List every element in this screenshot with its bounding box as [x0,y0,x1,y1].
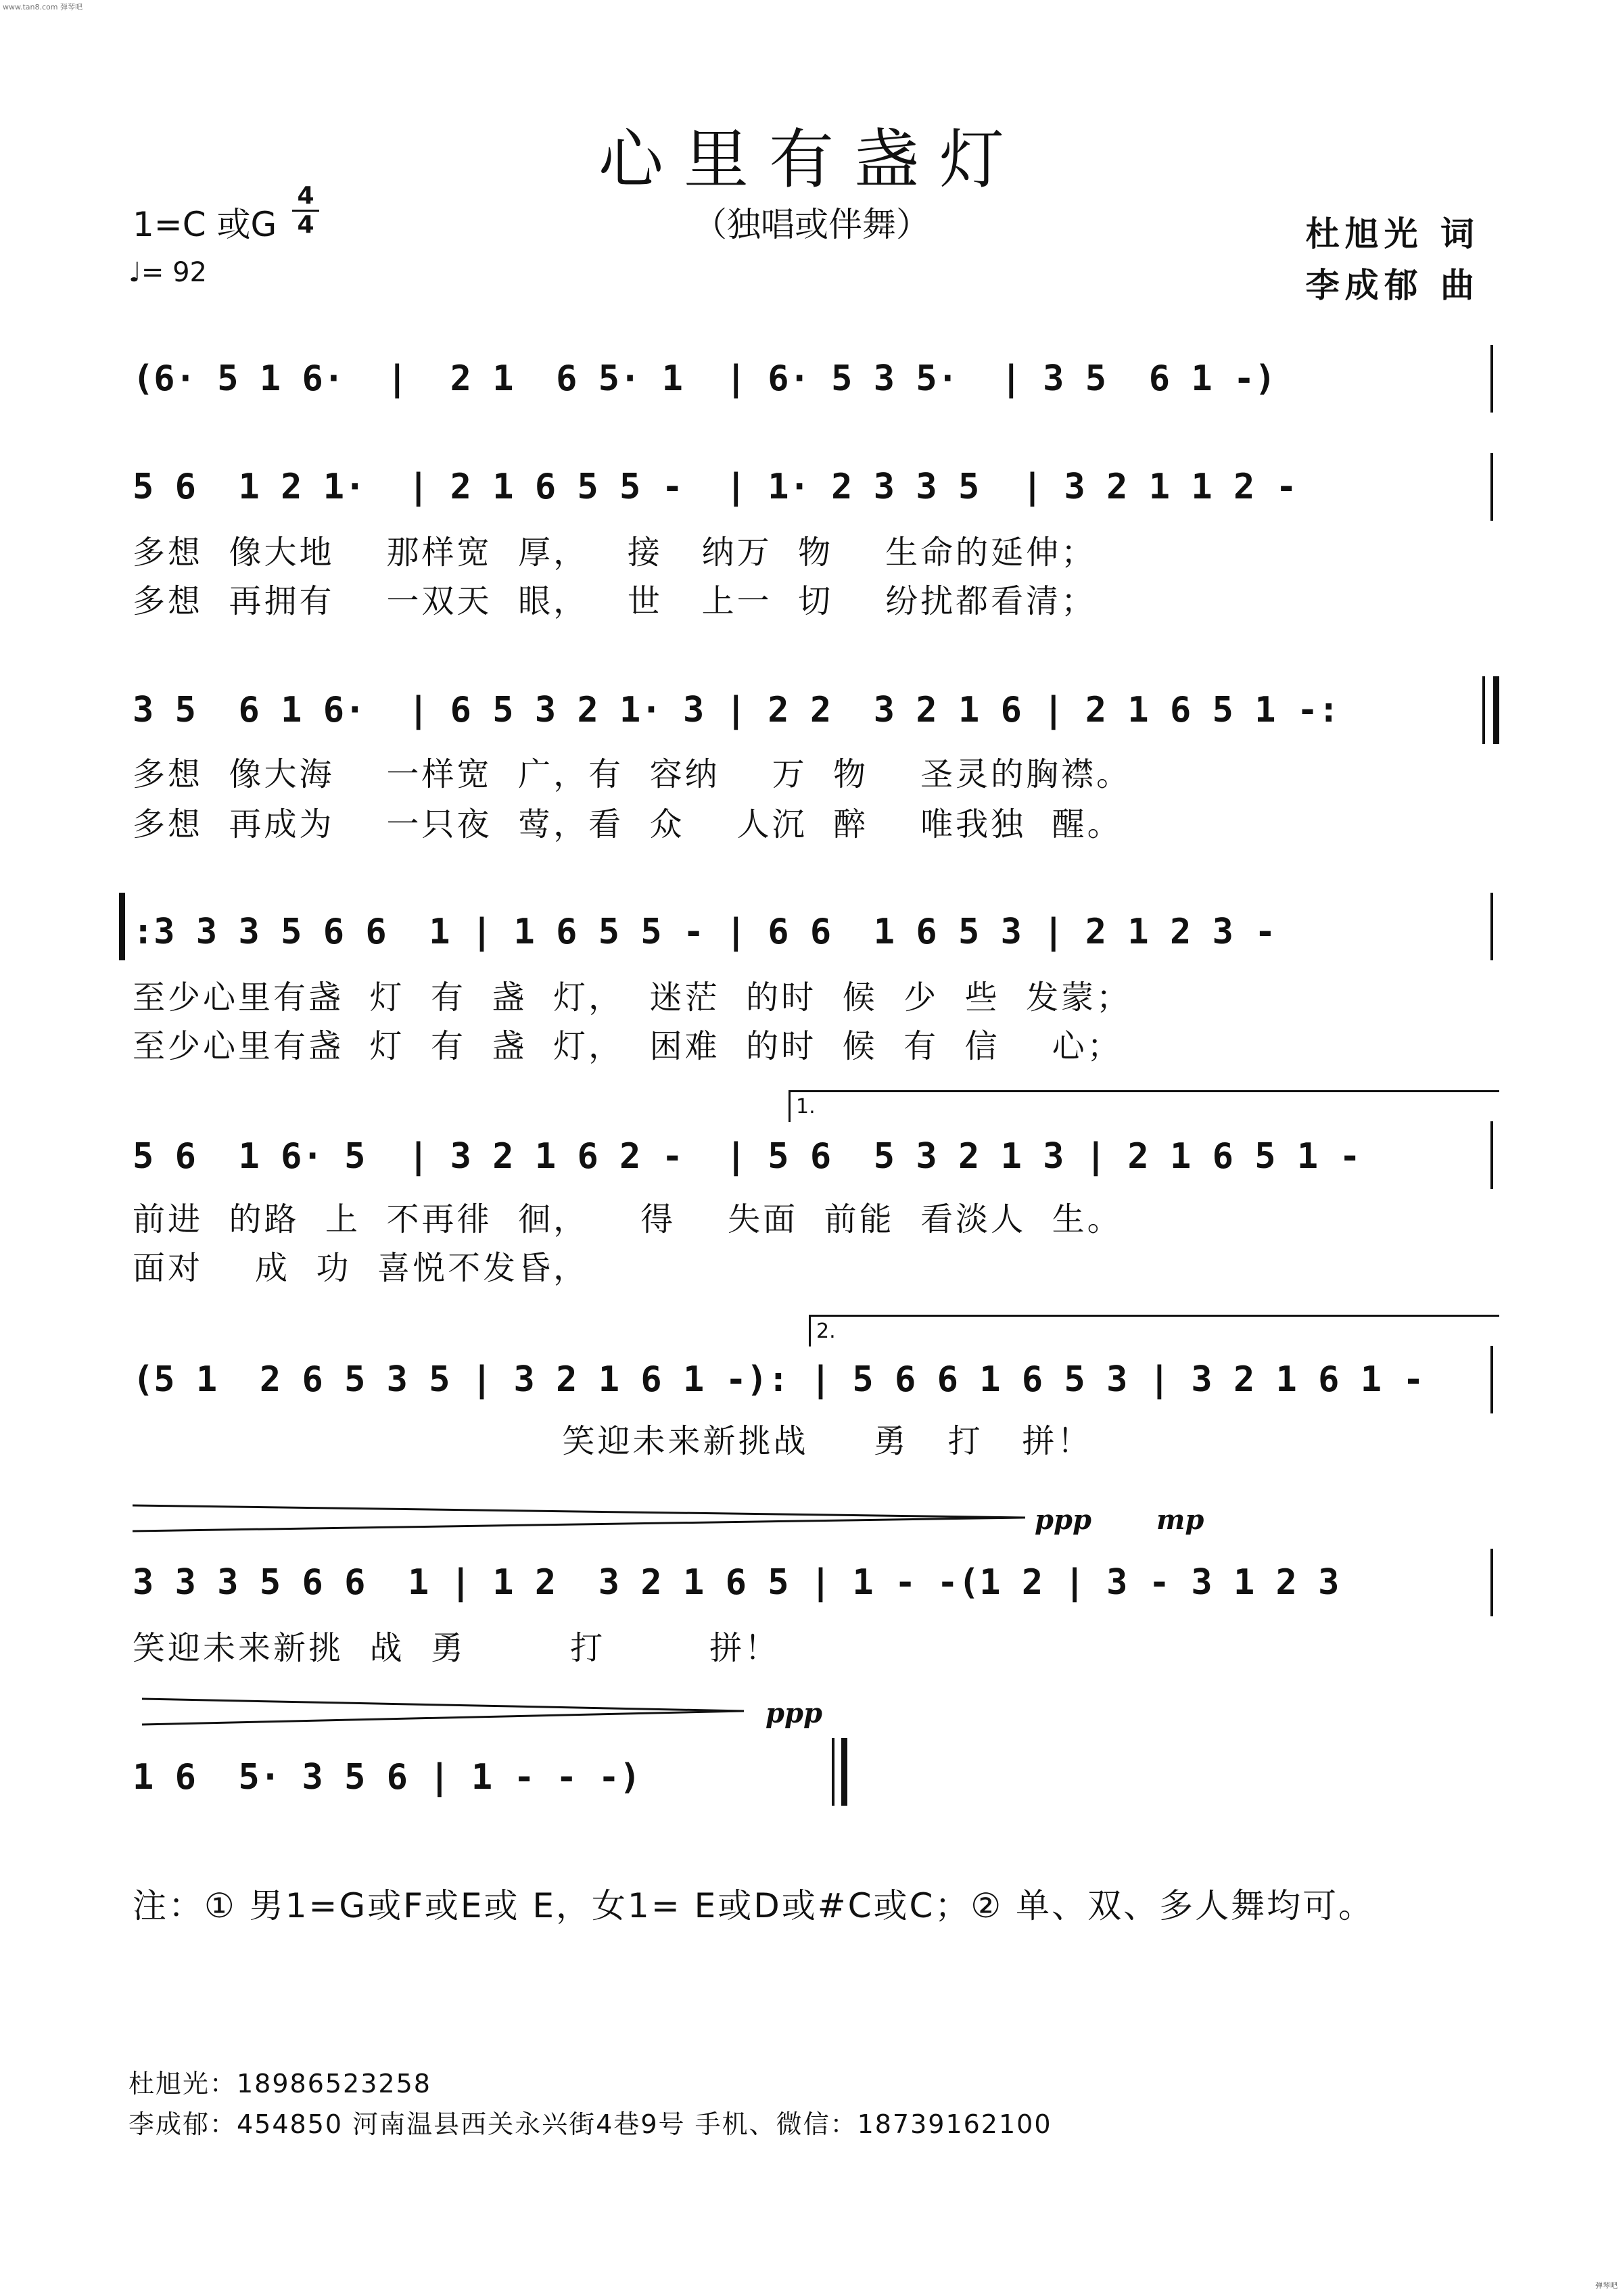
decrescendo-hairpin [142,1696,751,1730]
final-barline-thin [832,1738,834,1806]
time-signature-top: 4 [297,182,314,210]
barline [1490,893,1493,960]
site-watermark: www.tan8.com 弹琴吧 [3,3,83,11]
notation-line: (5 1 2 6 5 3 5 | 3 2 1 6 1 -): | 5 6 6 1 6 5 3 | 3 2 1 6 1 - [133,1359,1424,1400]
notation-line: 3 3 3 5 6 6 1 | 1 2 3 2 1 6 5 | 1 - -(1 2 | 3 - 3 1 2 3 [133,1562,1340,1603]
lyrics-verse-1: 至少心里有盏 灯 有 盏 灯， 迷茫 的时 候 少 些 发蒙； [133,979,1132,1016]
second-ending-bracket [809,1315,1499,1346]
lyrics-verse-1: 前进 的路 上 不再徘 徊， 得 失面 前能 看淡人 生。 [133,1200,1123,1238]
song-title: 心里有盏灯 [598,122,1025,197]
lyrics-verse-2: 面对 成 功 喜悦不发昏， [133,1249,589,1287]
first-ending-label: 1. [796,1095,816,1119]
lyrics-verse-1: 多想 像大海 一样宽 广，有 容纳 万 物 圣灵的胸襟。 [133,755,1132,793]
repeat-end-barline [1482,676,1485,744]
lyrics-verse-1: 笑迎未来新挑战 勇 打 拼！ [133,1422,1093,1460]
barline [1490,453,1493,521]
final-barline-thick [841,1738,847,1806]
notation-line: 5 6 1 2 1· | 2 1 6 5 5 - | 1· 2 3 3 5 | 3 2 1 1 2 - [133,467,1297,507]
lyrics-verse-1: 多想 像大地 那样宽 厚， 接 纳万 物 生命的延伸； [133,534,1097,571]
key-signature: 1=C 或G [133,205,277,244]
dynamic-ppp: ppp [1035,1504,1091,1536]
lyrics-verse-2: 多想 再拥有 一双天 眼， 世 上一 切 纷扰都看清； [133,582,1097,620]
time-signature [292,183,319,239]
barline [1490,345,1493,413]
notation-line: 3 5 6 1 6· | 6 5 3 2 1· 3 | 2 2 3 2 1 6 | 2 1 6 5 1 -: [133,690,1340,730]
performance-note: 注：① 男1=G或F或E或 E，女1= E或D或#C或C；② 单、双、多人舞均可。 [133,1886,1375,1925]
dynamic-mp: mp [1156,1504,1204,1536]
second-ending-label: 2. [816,1319,836,1343]
contact-lyricist: 杜旭光：18986523258 [128,2069,431,2099]
site-footer-watermark: 弹琴吧 [1595,2281,1618,2290]
barline [1490,1346,1493,1413]
contact-composer: 李成郁：454850 河南温县西关永兴街4巷9号 手机、微信：18739162100 [128,2109,1052,2139]
decrescendo-hairpin [133,1503,1032,1537]
first-ending-bracket [789,1090,1499,1122]
notation-line: 1 6 5· 3 5 6 | 1 - - -) [133,1757,641,1798]
notation-line: (6· 5 1 6· | 2 1 6 5· 1 | 6· 5 3 5· | 3 5 6 1 -) [133,358,1276,399]
repeat-start-barline-thick [119,893,125,960]
song-subtitle: （独唱或伴舞） [693,205,930,244]
time-signature-bottom: 4 [292,210,319,239]
barline [1490,1121,1493,1189]
composer-credit: 李成郁 曲 [1305,265,1480,305]
notation-line: :3 3 3 5 6 6 1 | 1 6 5 5 - | 6 6 1 6 5 3 | 2 1 2 3 - [133,912,1276,952]
lyricist-credit: 杜旭光 词 [1305,214,1480,254]
lyrics-verse-2: 至少心里有盏 灯 有 盏 灯， 困难 的时 候 有 信 心； [133,1027,1123,1065]
lyrics-verse-2: 多想 再成为 一只夜 莺，看 众 人沉 醉 唯我独 醒。 [133,805,1123,843]
notation-line: 5 6 1 6· 5 | 3 2 1 6 2 - | 5 6 5 3 2 1 3 | 2 1 6 5 1 - [133,1136,1361,1177]
dynamic-ppp: ppp [766,1697,822,1729]
barline [1490,1549,1493,1616]
tempo-marking: ♩= 92 [128,257,207,288]
repeat-end-barline-thick [1493,676,1499,744]
lyrics-verse-1: 笑迎未来新挑 战 勇 打 拼！ [133,1629,780,1667]
